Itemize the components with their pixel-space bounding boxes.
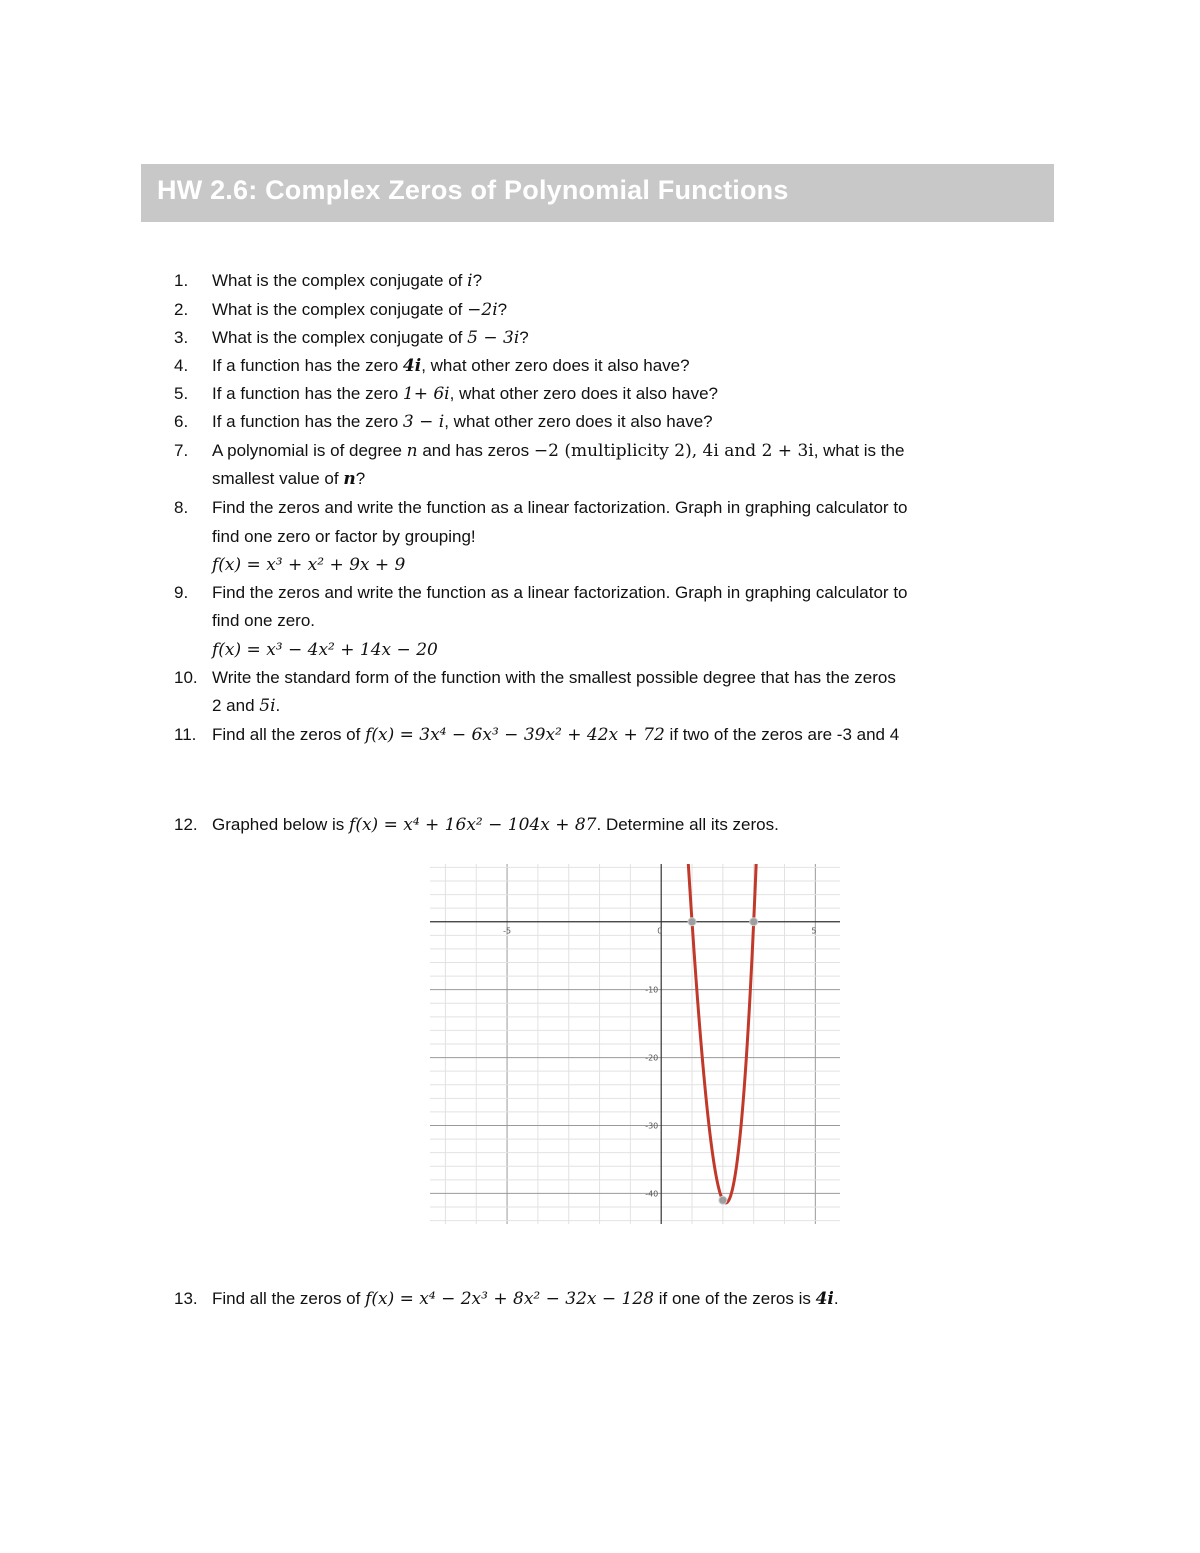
page-title: HW 2.6: Complex Zeros of Polynomial Functions: [157, 175, 789, 205]
function-curve: [688, 864, 757, 1203]
function-graph: [430, 864, 840, 1224]
question-12: 12. Graphed below is f(x) = x⁴ + 16x² − 104x + 87. Determine all its zeros.: [174, 815, 779, 835]
question-8-continued: find one zero or factor by grouping!: [212, 527, 476, 546]
y-tick-label: -10: [645, 985, 659, 995]
question-4: 4. If a function has the zero 4i, what other zero does it also have?: [174, 356, 690, 376]
question-10-continued: 2 and 5i.: [212, 696, 281, 716]
question-7: 7. A polynomial is of degree n and has zeros −2 (multiplicity 2), 4i and 2 + 3i, what is the: [174, 441, 905, 461]
question-3: 3. What is the complex conjugate of 5 − 3i?: [174, 328, 529, 348]
highlighted-point: [750, 918, 758, 926]
y-tick-label: -20: [645, 1053, 659, 1063]
x-tick-label: -5: [503, 926, 512, 936]
question-8: 8. Find the zeros and write the function as a linear factorization. Graph in graphing calculator to: [174, 498, 908, 517]
y-tick-label: -30: [645, 1121, 659, 1131]
title-bar: [141, 164, 1054, 222]
question-10: 10. Write the standard form of the function with the smallest possible degree that has the zeros: [174, 668, 896, 687]
question-9: 9. Find the zeros and write the function as a linear factorization. Graph in graphing calculator to: [174, 583, 908, 602]
x-tick-label: 5: [811, 926, 817, 936]
question-1: 1. What is the complex conjugate of i?: [174, 271, 483, 291]
question-9-equation: f(x) = x³ − 4x² + 14x − 20: [212, 640, 438, 660]
highlighted-point: [719, 1196, 727, 1204]
x-tick-label: 0: [657, 926, 663, 936]
question-8-equation: f(x) = x³ + x² + 9x + 9: [212, 555, 406, 575]
question-11: 11. Find all the zeros of f(x) = 3x⁴ − 6x³ − 39x² + 42x + 72 if two of the zeros are -3 and 4: [174, 725, 900, 745]
question-2: 2. What is the complex conjugate of −2i?: [174, 300, 508, 320]
question-6: 6. If a function has the zero 3 − i, what other zero does it also have?: [174, 412, 713, 432]
highlighted-point: [688, 918, 696, 926]
question-9-continued: find one zero.: [212, 611, 316, 630]
question-7-continued: smallest value of n?: [212, 469, 366, 489]
question-13: 13. Find all the zeros of f(x) = x⁴ − 2x³ + 8x² − 32x − 128 if one of the zeros is 4i.: [174, 1289, 839, 1309]
question-5: 5. If a function has the zero 1+ 6i, what other zero does it also have?: [174, 384, 719, 404]
y-tick-label: -40: [645, 1189, 659, 1199]
